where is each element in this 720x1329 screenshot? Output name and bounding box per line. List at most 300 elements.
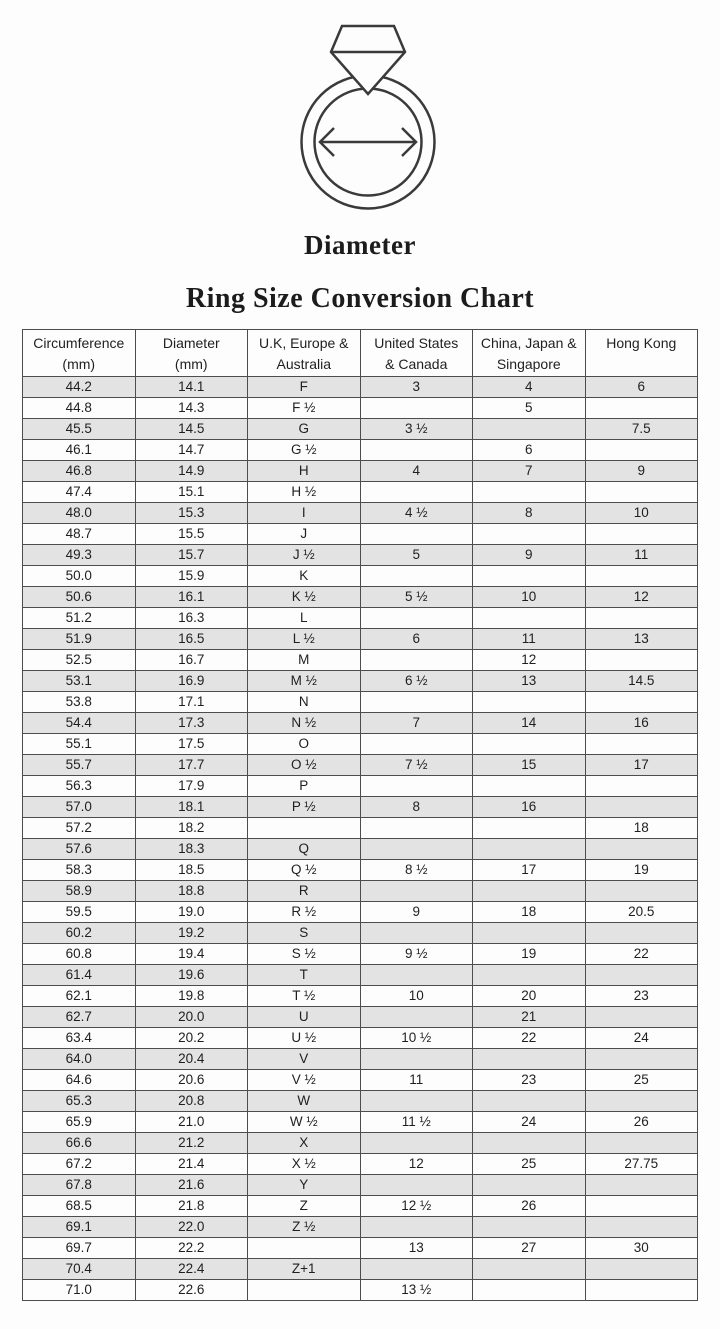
table-cell — [473, 1091, 586, 1112]
table-cell — [473, 608, 586, 629]
table-cell — [473, 923, 586, 944]
table-cell: 26 — [585, 1112, 698, 1133]
table-cell: 58.9 — [23, 881, 136, 902]
diamond-ring-icon — [284, 14, 452, 212]
table-cell: 19.6 — [135, 965, 248, 986]
table-cell: U — [248, 1007, 361, 1028]
table-cell — [360, 566, 473, 587]
table-cell — [360, 1175, 473, 1196]
table-cell — [585, 398, 698, 419]
table-cell — [360, 734, 473, 755]
table-cell: 18.2 — [135, 818, 248, 839]
table-cell — [585, 1196, 698, 1217]
table-cell: 20.6 — [135, 1070, 248, 1091]
table-cell: 5 ½ — [360, 587, 473, 608]
table-row — [23, 503, 698, 524]
table-cell: 18.1 — [135, 797, 248, 818]
table-cell — [360, 1217, 473, 1238]
table-cell: 10 ½ — [360, 1028, 473, 1049]
table-cell — [473, 818, 586, 839]
table-cell: 16.9 — [135, 671, 248, 692]
table-cell: 6 — [360, 629, 473, 650]
table-cell — [473, 482, 586, 503]
table-cell: 50.6 — [23, 587, 136, 608]
table-cell: H — [248, 461, 361, 482]
table-cell: 18 — [473, 902, 586, 923]
table-cell — [585, 734, 698, 755]
table-cell: 24 — [473, 1112, 586, 1133]
table-cell: 17.5 — [135, 734, 248, 755]
table-cell — [473, 1175, 586, 1196]
table-cell — [473, 734, 586, 755]
table-cell: 19 — [473, 944, 586, 965]
table-cell: 8 — [360, 797, 473, 818]
table-cell: 5 — [360, 545, 473, 566]
table-cell — [473, 1259, 586, 1280]
table-cell: 46.8 — [23, 461, 136, 482]
table-row — [23, 965, 698, 986]
table-cell: 64.0 — [23, 1049, 136, 1070]
table-cell: 9 — [360, 902, 473, 923]
table-cell: 19.8 — [135, 986, 248, 1007]
table-cell: 15.5 — [135, 524, 248, 545]
table-cell — [585, 1133, 698, 1154]
table-cell: 16 — [473, 797, 586, 818]
table-row — [23, 776, 698, 797]
column-header: Hong Kong — [585, 330, 698, 377]
table-cell: 10 — [473, 587, 586, 608]
table-cell: 13 — [360, 1238, 473, 1259]
column-header: United States & Canada — [360, 330, 473, 377]
table-row — [23, 608, 698, 629]
table-cell: 12 — [360, 1154, 473, 1175]
table-cell: 7 — [473, 461, 586, 482]
table-cell: 9 — [473, 545, 586, 566]
table-cell: P — [248, 776, 361, 797]
table-cell: Y — [248, 1175, 361, 1196]
table-cell: O ½ — [248, 755, 361, 776]
table-cell: 4 — [360, 461, 473, 482]
column-header: Diameter (mm) — [135, 330, 248, 377]
table-cell: 62.1 — [23, 986, 136, 1007]
table-cell: 17 — [473, 860, 586, 881]
table-cell: 61.4 — [23, 965, 136, 986]
table-cell: 48.0 — [23, 503, 136, 524]
table-cell: 22 — [473, 1028, 586, 1049]
table-cell: 55.1 — [23, 734, 136, 755]
table-row — [23, 1007, 698, 1028]
table-cell — [473, 524, 586, 545]
table-cell — [585, 650, 698, 671]
table-cell — [360, 1007, 473, 1028]
table-cell: R ½ — [248, 902, 361, 923]
diameter-label: Diameter — [304, 230, 416, 260]
table-row — [23, 1091, 698, 1112]
table-cell — [360, 923, 473, 944]
table-cell: F ½ — [248, 398, 361, 419]
table-cell: 23 — [585, 986, 698, 1007]
table-cell: 65.9 — [23, 1112, 136, 1133]
table-row — [23, 1217, 698, 1238]
column-header: China, Japan & Singapore — [473, 330, 586, 377]
table-cell: 25 — [473, 1154, 586, 1175]
table-row — [23, 713, 698, 734]
table-cell: 11 — [360, 1070, 473, 1091]
table-cell: 14.9 — [135, 461, 248, 482]
table-cell: T ½ — [248, 986, 361, 1007]
table-cell — [585, 881, 698, 902]
table-cell: 12 — [473, 650, 586, 671]
table-row — [23, 902, 698, 923]
table-cell: P ½ — [248, 797, 361, 818]
column-header: Circumference (mm) — [23, 330, 136, 377]
table-cell: L ½ — [248, 629, 361, 650]
table-cell: M — [248, 650, 361, 671]
table-cell — [360, 965, 473, 986]
table-cell — [360, 398, 473, 419]
table-row — [23, 1133, 698, 1154]
table-cell: 59.5 — [23, 902, 136, 923]
table-cell — [473, 692, 586, 713]
table-cell: R — [248, 881, 361, 902]
table-cell: 68.5 — [23, 1196, 136, 1217]
table-cell — [360, 482, 473, 503]
table-row — [23, 986, 698, 1007]
table-cell: F — [248, 377, 361, 398]
table-row — [23, 440, 698, 461]
table-cell: 15.7 — [135, 545, 248, 566]
table-cell: 14.3 — [135, 398, 248, 419]
table-cell: 50.0 — [23, 566, 136, 587]
table-cell: 8 — [473, 503, 586, 524]
table-cell — [360, 818, 473, 839]
table-cell: G — [248, 419, 361, 440]
table-cell: 64.6 — [23, 1070, 136, 1091]
table-cell: 20.4 — [135, 1049, 248, 1070]
table-cell: S ½ — [248, 944, 361, 965]
table-cell — [473, 1049, 586, 1070]
table-cell: 16 — [585, 713, 698, 734]
table-cell: 69.1 — [23, 1217, 136, 1238]
table-cell: 60.8 — [23, 944, 136, 965]
table-cell: 57.2 — [23, 818, 136, 839]
table-cell: K — [248, 566, 361, 587]
table-cell: 18 — [585, 818, 698, 839]
table-cell: L — [248, 608, 361, 629]
table-row — [23, 692, 698, 713]
table-cell: X — [248, 1133, 361, 1154]
table-cell: 22.0 — [135, 1217, 248, 1238]
table-cell — [473, 1133, 586, 1154]
table-row — [23, 881, 698, 902]
table-cell: O — [248, 734, 361, 755]
table-cell: 18.8 — [135, 881, 248, 902]
table-cell: 58.3 — [23, 860, 136, 881]
table-cell: 3 — [360, 377, 473, 398]
table-cell: W — [248, 1091, 361, 1112]
table-cell: J — [248, 524, 361, 545]
table-cell — [360, 692, 473, 713]
table-cell: N ½ — [248, 713, 361, 734]
table-cell: 17.1 — [135, 692, 248, 713]
table-cell: 54.4 — [23, 713, 136, 734]
table-cell: I — [248, 503, 361, 524]
table-cell: 51.9 — [23, 629, 136, 650]
table-cell: 19.2 — [135, 923, 248, 944]
table-cell: V — [248, 1049, 361, 1070]
table-row — [23, 482, 698, 503]
table-cell: G ½ — [248, 440, 361, 461]
table-cell: 3 ½ — [360, 419, 473, 440]
table-cell: 11 — [585, 545, 698, 566]
table-cell: 63.4 — [23, 1028, 136, 1049]
table-cell: 67.2 — [23, 1154, 136, 1175]
table-cell: 16.3 — [135, 608, 248, 629]
table-row — [23, 1259, 698, 1280]
table-cell: 10 — [360, 986, 473, 1007]
table-cell — [585, 797, 698, 818]
table-row — [23, 629, 698, 650]
table-row — [23, 1154, 698, 1175]
table-cell: 21.0 — [135, 1112, 248, 1133]
table-row — [23, 587, 698, 608]
table-cell: 25 — [585, 1070, 698, 1091]
table-cell: 65.3 — [23, 1091, 136, 1112]
table-cell: 12 ½ — [360, 1196, 473, 1217]
table-cell — [585, 839, 698, 860]
table-cell — [585, 566, 698, 587]
table-cell: 13 — [585, 629, 698, 650]
table-cell: 45.5 — [23, 419, 136, 440]
table-cell: 7.5 — [585, 419, 698, 440]
table-cell: 49.3 — [23, 545, 136, 566]
table-cell: 16.7 — [135, 650, 248, 671]
table-cell: K ½ — [248, 587, 361, 608]
diamond-icon — [331, 26, 405, 94]
table-cell — [585, 482, 698, 503]
table-cell: 6 — [473, 440, 586, 461]
table-cell — [248, 818, 361, 839]
table-cell: 15.9 — [135, 566, 248, 587]
table-cell: 4 ½ — [360, 503, 473, 524]
table-row — [23, 671, 698, 692]
table-cell — [585, 1259, 698, 1280]
table-cell — [248, 1280, 361, 1301]
table-cell: 5 — [473, 398, 586, 419]
table-row — [23, 1196, 698, 1217]
table-cell: Z ½ — [248, 1217, 361, 1238]
table-cell: M ½ — [248, 671, 361, 692]
table-cell: 46.1 — [23, 440, 136, 461]
table-cell: 14.5 — [135, 419, 248, 440]
table-cell — [585, 776, 698, 797]
table-cell: 19 — [585, 860, 698, 881]
table-cell: V ½ — [248, 1070, 361, 1091]
table-cell — [360, 1259, 473, 1280]
table-cell — [585, 524, 698, 545]
diameter-double-arrow-icon — [320, 128, 416, 156]
table-cell — [473, 566, 586, 587]
table-cell: 16.5 — [135, 629, 248, 650]
table-cell: 10 — [585, 503, 698, 524]
table-cell — [585, 1280, 698, 1301]
table-cell — [360, 650, 473, 671]
table-row — [23, 818, 698, 839]
table-cell — [473, 839, 586, 860]
table-row — [23, 419, 698, 440]
table-cell — [585, 1217, 698, 1238]
table-cell: J ½ — [248, 545, 361, 566]
table-cell: 13 ½ — [360, 1280, 473, 1301]
table-cell: 13 — [473, 671, 586, 692]
table-cell: 15.1 — [135, 482, 248, 503]
table-cell: 6 — [585, 377, 698, 398]
table-cell — [360, 524, 473, 545]
table-cell: 55.7 — [23, 755, 136, 776]
table-cell: 22 — [585, 944, 698, 965]
table-cell: 48.7 — [23, 524, 136, 545]
table-cell — [360, 1091, 473, 1112]
table-header — [23, 330, 698, 377]
table-cell — [473, 1217, 586, 1238]
table-cell: 56.3 — [23, 776, 136, 797]
table-cell: 4 — [473, 377, 586, 398]
table-row — [23, 923, 698, 944]
table-cell: 14.1 — [135, 377, 248, 398]
column-header: U.K, Europe & Australia — [248, 330, 361, 377]
table-cell — [360, 839, 473, 860]
header-row — [23, 330, 698, 377]
table-cell: 20.8 — [135, 1091, 248, 1112]
table-cell: 17.9 — [135, 776, 248, 797]
table-cell: 20.0 — [135, 1007, 248, 1028]
table-cell — [360, 1133, 473, 1154]
table-cell: 51.2 — [23, 608, 136, 629]
table-cell: 14.7 — [135, 440, 248, 461]
table-cell: S — [248, 923, 361, 944]
table-cell: 71.0 — [23, 1280, 136, 1301]
table-cell: U ½ — [248, 1028, 361, 1049]
table-cell: 52.5 — [23, 650, 136, 671]
table-row — [23, 1238, 698, 1259]
table-cell — [248, 1238, 361, 1259]
table-row — [23, 1175, 698, 1196]
table-cell: 6 ½ — [360, 671, 473, 692]
table-cell — [585, 1175, 698, 1196]
table-row — [23, 1070, 698, 1091]
table-cell: 24 — [585, 1028, 698, 1049]
table-cell: 17.3 — [135, 713, 248, 734]
table-row — [23, 650, 698, 671]
table-cell: 11 — [473, 629, 586, 650]
table-cell: T — [248, 965, 361, 986]
table-cell: 11 ½ — [360, 1112, 473, 1133]
table-cell: 53.8 — [23, 692, 136, 713]
table-cell: 44.2 — [23, 377, 136, 398]
ring-size-conversion-table — [22, 329, 698, 1301]
table-cell — [585, 1049, 698, 1070]
table-cell: 21.2 — [135, 1133, 248, 1154]
table-cell: 7 — [360, 713, 473, 734]
table-cell: 20.5 — [585, 902, 698, 923]
table-cell: 66.6 — [23, 1133, 136, 1154]
table-row — [23, 524, 698, 545]
table-cell: 27 — [473, 1238, 586, 1259]
table-cell — [585, 440, 698, 461]
table-cell: 30 — [585, 1238, 698, 1259]
table-row — [23, 1112, 698, 1133]
table-cell — [360, 608, 473, 629]
table-cell — [473, 881, 586, 902]
table-row — [23, 734, 698, 755]
table-cell: 7 ½ — [360, 755, 473, 776]
table-cell: 26 — [473, 1196, 586, 1217]
table-cell: N — [248, 692, 361, 713]
table-cell: 22.6 — [135, 1280, 248, 1301]
table-cell: 8 ½ — [360, 860, 473, 881]
table-cell: 53.1 — [23, 671, 136, 692]
table-cell: 22.2 — [135, 1238, 248, 1259]
table-cell: 20 — [473, 986, 586, 1007]
table-cell: 23 — [473, 1070, 586, 1091]
table-cell: X ½ — [248, 1154, 361, 1175]
table-cell — [585, 923, 698, 944]
table-cell: 14.5 — [585, 671, 698, 692]
table-row — [23, 566, 698, 587]
table-cell: 16.1 — [135, 587, 248, 608]
table-row — [23, 545, 698, 566]
table-cell: Q ½ — [248, 860, 361, 881]
table-cell: 9 — [585, 461, 698, 482]
table-cell — [585, 692, 698, 713]
table-cell — [360, 776, 473, 797]
table-cell: 17 — [585, 755, 698, 776]
table-cell: 15 — [473, 755, 586, 776]
table-cell: 57.0 — [23, 797, 136, 818]
table-cell: H ½ — [248, 482, 361, 503]
table-cell: 21.6 — [135, 1175, 248, 1196]
table-row — [23, 1280, 698, 1301]
table-cell: 62.7 — [23, 1007, 136, 1028]
table-cell: 9 ½ — [360, 944, 473, 965]
diagram — [0, 0, 720, 212]
table-row — [23, 1049, 698, 1070]
table-row — [23, 377, 698, 398]
table-cell: 47.4 — [23, 482, 136, 503]
table-cell: 21.4 — [135, 1154, 248, 1175]
table-cell: W ½ — [248, 1112, 361, 1133]
page-title: Ring Size Conversion Chart — [185, 283, 535, 314]
table-cell: 60.2 — [23, 923, 136, 944]
table-row — [23, 1028, 698, 1049]
table-cell — [473, 965, 586, 986]
table-cell: 57.6 — [23, 839, 136, 860]
table-cell: 69.7 — [23, 1238, 136, 1259]
table-cell — [473, 776, 586, 797]
table-cell: 20.2 — [135, 1028, 248, 1049]
table-cell: 12 — [585, 587, 698, 608]
table-cell: Z — [248, 1196, 361, 1217]
table-cell: 14 — [473, 713, 586, 734]
table-cell — [585, 608, 698, 629]
table-cell — [585, 1007, 698, 1028]
table-cell: 17.7 — [135, 755, 248, 776]
table-row — [23, 944, 698, 965]
table-body — [23, 377, 698, 1301]
table-cell: 18.5 — [135, 860, 248, 881]
table-row — [23, 839, 698, 860]
table-cell — [585, 1091, 698, 1112]
